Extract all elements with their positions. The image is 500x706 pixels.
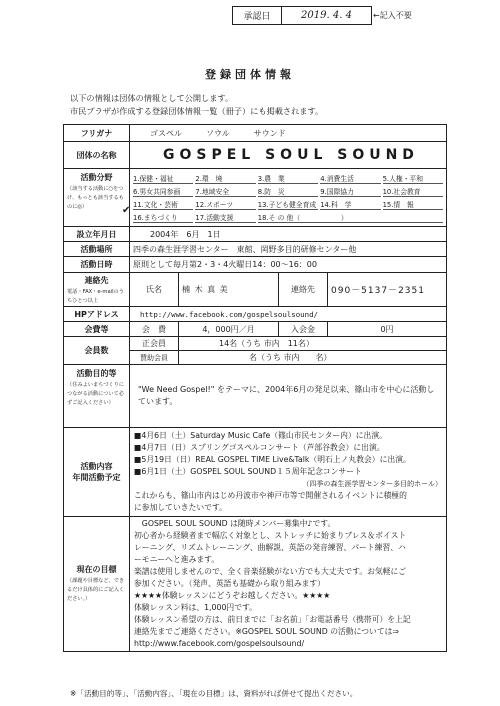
plan-item: （四季の森生涯学習センター多目的ホール） (302, 480, 443, 488)
field-item: 18.そ の 他（ ） (258, 212, 443, 223)
goal-line: 初心者から経験者まで幅広く対象とし、ストレッチに始まりブレス＆ボイスト (134, 531, 407, 540)
goal-line: 体験レッスン料は、1,000円です。 (134, 603, 257, 612)
purpose-note: （住みよいまちづくりにつながる活動について必ずご記入ください） (67, 382, 125, 406)
entry-label: 入会金 (279, 322, 328, 337)
fields-label: 活動分野 (80, 173, 113, 182)
hp-label: HPアドレス (64, 307, 130, 322)
furigana-label: フリガナ (64, 125, 130, 142)
goal-line: レーニング、リズムトレーニング、曲解説、英語の発音練習、パート練習、ハ (134, 543, 406, 552)
field-item: 15.情 報 (383, 199, 443, 210)
goal-link[interactable]: http://www.facebook.com/gospelsoulsound/ (134, 639, 305, 648)
goal-line: 体験レッスン希望の方は、前日までに「お名前」「お電話番号（携帯可）を上記 (134, 615, 411, 624)
datetime-value: 原則として毎月第2・3・4火曜日14：00～16：00 (130, 257, 447, 273)
check-mark-icon: ✔ (122, 205, 131, 216)
furigana-value: ゴスペル ソウル サウンド (130, 125, 447, 142)
field-item: 14.科 学 (320, 199, 380, 210)
field-item: 2.環 境 (195, 173, 255, 184)
hp-link[interactable]: http://www.facebook.com/gospelsoulsound/ (130, 307, 447, 322)
field-item: 16.まちづくり (133, 212, 193, 223)
goal-line: 楽譜は使用しませんので、全く音楽経験がない方でも大丈夫です。お気軽にご (134, 567, 407, 576)
purpose-text: "We Need Gospel!" をテーマに、2004年6月の発足以来、篠山市を中心に活動しています。 (130, 365, 447, 428)
fee-value: 4，000円／月 (179, 322, 279, 337)
fee-label: 会 費 (130, 322, 179, 337)
field-item: 13.子ども健全育成 (258, 199, 318, 210)
goal-line: ★★★★体験レッスンにどうぞお越しください。★★★★ (134, 591, 331, 600)
fields-note: （該当する活動に○をつけ、もっとも該当するものに◎） (67, 186, 124, 210)
support-value: 名（うち 市内 名） (179, 351, 447, 365)
field-item: 8.防 災 (258, 186, 318, 197)
support-label: 賛助会員 (130, 351, 179, 365)
registration-table (63, 124, 447, 652)
plan-item: これからも、篠山市内はじめ丹波市や神戸市等で開催されるイベントに積極的 (134, 491, 407, 500)
goal-line: 連絡先までご連絡ください。※GOSPEL SOUL SOUND の活動については⇒ (134, 627, 399, 636)
approval-date: 2019. 4. 4 (301, 10, 352, 21)
plan-item: ■5月19日（日）REAL GOSPEL TIME Live&Talk（明石上ノ丸教会）に出演。 (134, 455, 411, 464)
fields-grid (133, 171, 443, 225)
datetime-label: 活動日時 (64, 257, 130, 273)
approval-label: 承認日 (233, 7, 282, 24)
regular-label: 正会員 (130, 337, 179, 351)
field-item-checked: 11.文化・芸術 (133, 199, 193, 210)
contact-label: 連絡先 (84, 276, 109, 285)
goal-line: ーモニーへと進みます。 (134, 555, 220, 564)
goal-line: GOSPEL SOUL SOUND は随時メンバー募集中♪です。 (134, 519, 336, 528)
contact-name-label: 氏名 (130, 273, 179, 307)
plan-label: 活動内容 (80, 462, 113, 471)
field-item: 9.国際協力 (320, 186, 380, 197)
intro-line-1: 以下の情報は団体の情報として公開します。 (70, 93, 234, 103)
contact-phone: 090－5137－2351 (328, 273, 447, 307)
place-value: 四季の森生涯学習センター 東館、岡野多目的研修センター他 (130, 242, 447, 257)
field-item: 12.スポーツ (195, 199, 255, 210)
field-item: 4.消費生活 (320, 173, 380, 184)
plan-item: に参加していきたいです。 (134, 503, 227, 512)
field-item: 7.地域安全 (195, 186, 255, 197)
footer-note: ※「活動目的等」、「活動内容」、「現在の目標」は、資料がれば併せて提出ください。 (70, 689, 358, 698)
goal-line: 参加ください。（発声、英語も基礎から取り組みます） (134, 579, 326, 588)
goal-label: 現在の目標 (76, 565, 117, 574)
field-item: 10.社会教育 (383, 186, 443, 197)
field-item: 1.保健・福祉 (133, 173, 193, 184)
goal-note: （課題や目標など、できるだけ具体的にご記入ください。） (67, 578, 125, 602)
place-label: 活動場所 (64, 242, 130, 257)
field-item: 5.人権・平和 (383, 173, 443, 184)
group-name: GOSPEL SOUL SOUND (163, 147, 419, 163)
plan-item: ■6月1日（土）GOSPEL SOUL SOUND１５周年記念コンサート (134, 467, 362, 476)
purpose-label: 活動目的等 (76, 369, 117, 378)
field-item: 17.活動支援 (195, 212, 255, 223)
approval-note: ←記入不要 (373, 11, 412, 20)
name-label: 団体の名称 (64, 142, 130, 169)
field-item: 3.農 業 (258, 173, 318, 184)
founded-value: 2004年 6月 1日 (130, 227, 447, 242)
field-item: 6.男女共同参画 (133, 186, 193, 197)
entry-value: 0円 (328, 322, 447, 337)
plan-item: ■4月7日（日）スプリングゴスペルコンサート（芦部谷教会）に出演。 (134, 443, 385, 452)
fees-label: 会費等 (64, 322, 130, 337)
approval-box (232, 6, 372, 25)
contact-phone-label: 連絡先 (279, 273, 328, 307)
page-title: 登録団体情報 (205, 68, 295, 81)
intro-line-2: 市民プラザが作成する登録団体情報一覧（冊子）にも掲載されます。 (70, 106, 324, 116)
contact-note: 電話・FAX・e-mailのうちひとつ以上 (67, 289, 124, 304)
plan-item: ■4月6日（土）Saturday Music Cafe（篠山市民センター内）に出演。 (134, 431, 387, 440)
plan-label-2: 年間活動予定 (72, 473, 121, 482)
regular-value: 14名（うち 市内 11名） (179, 337, 447, 351)
contact-name: 楠 木 真 美 (179, 273, 279, 307)
founded-label: 設立年月日 (64, 227, 130, 242)
members-label: 会員数 (64, 337, 130, 365)
